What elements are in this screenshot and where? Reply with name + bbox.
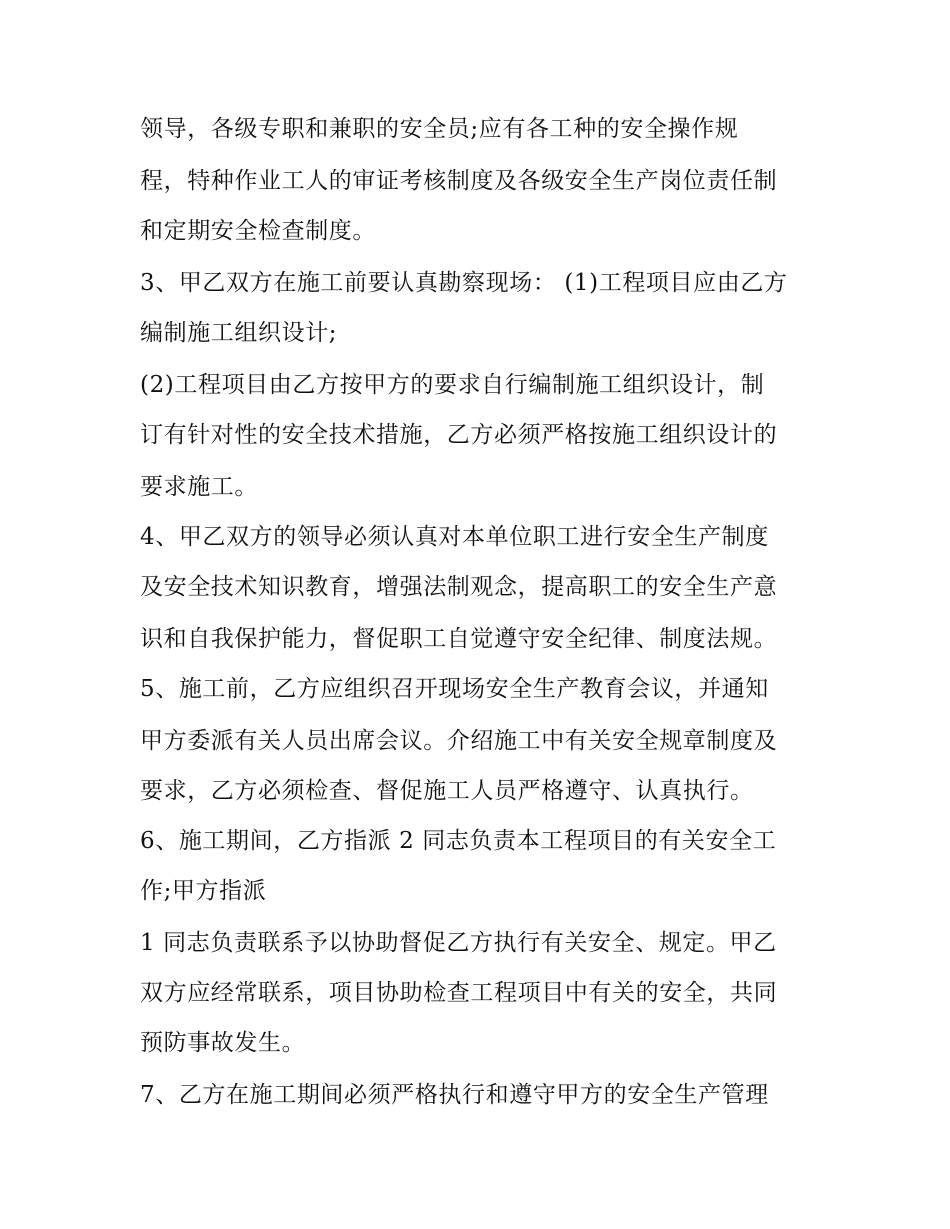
text-line: 和定期安全检查制度。 (140, 218, 376, 244)
text-line: 及安全技术知识教育，增强法制观念，提高职工的安全生产意 (140, 574, 778, 600)
text-line: 要求施工。 (140, 474, 258, 500)
text-line: 3、甲乙双方在施工前要认真勘察现场： (1)工程项目应由乙方 (140, 270, 788, 296)
text-line: 甲方委派有关人员出席会议。介绍施工中有关安全规章制度及 (140, 728, 778, 754)
text-line: (2)工程项目由乙方按甲方的要求自行编制施工组织设计，制 (140, 372, 765, 398)
text-line: 订有针对性的安全技术措施，乙方必须严格按施工组织设计的 (140, 422, 778, 448)
text-line: 识和自我保护能力，督促职工自觉遵守安全纪律、制度法规。 (140, 626, 778, 652)
text-line: 双方应经常联系，项目协助检查工程项目中有关的安全，共同 (140, 980, 778, 1006)
text-line: 作;甲方指派 (140, 878, 267, 904)
text-line: 4、甲乙双方的领导必须认真对本单位职工进行安全生产制度 (140, 524, 769, 550)
text-line: 6、施工期间，乙方指派 2 同志负责本工程项目的有关安全工 (140, 828, 777, 854)
text-line: 编制施工组织设计; (140, 320, 338, 346)
text-line: 预防事故发生。 (140, 1030, 306, 1056)
text-line: 7、乙方在施工期间必须严格执行和遵守甲方的安全生产管理 (140, 1082, 769, 1108)
text-line: 领导，各级专职和兼职的安全员;应有各工种的安全操作规 (140, 116, 739, 142)
text-line: 程，特种作业工人的审证考核制度及各级安全生产岗位责任制 (140, 168, 778, 194)
text-line: 要求，乙方必须检查、督促施工人员严格遵守、认真执行。 (140, 778, 754, 804)
text-line: 5、施工前，乙方应组织召开现场安全生产教育会议，并通知 (140, 676, 769, 702)
text-line: 1 同志负责联系予以协助督促乙方执行有关安全、规定。甲乙 (140, 930, 777, 956)
